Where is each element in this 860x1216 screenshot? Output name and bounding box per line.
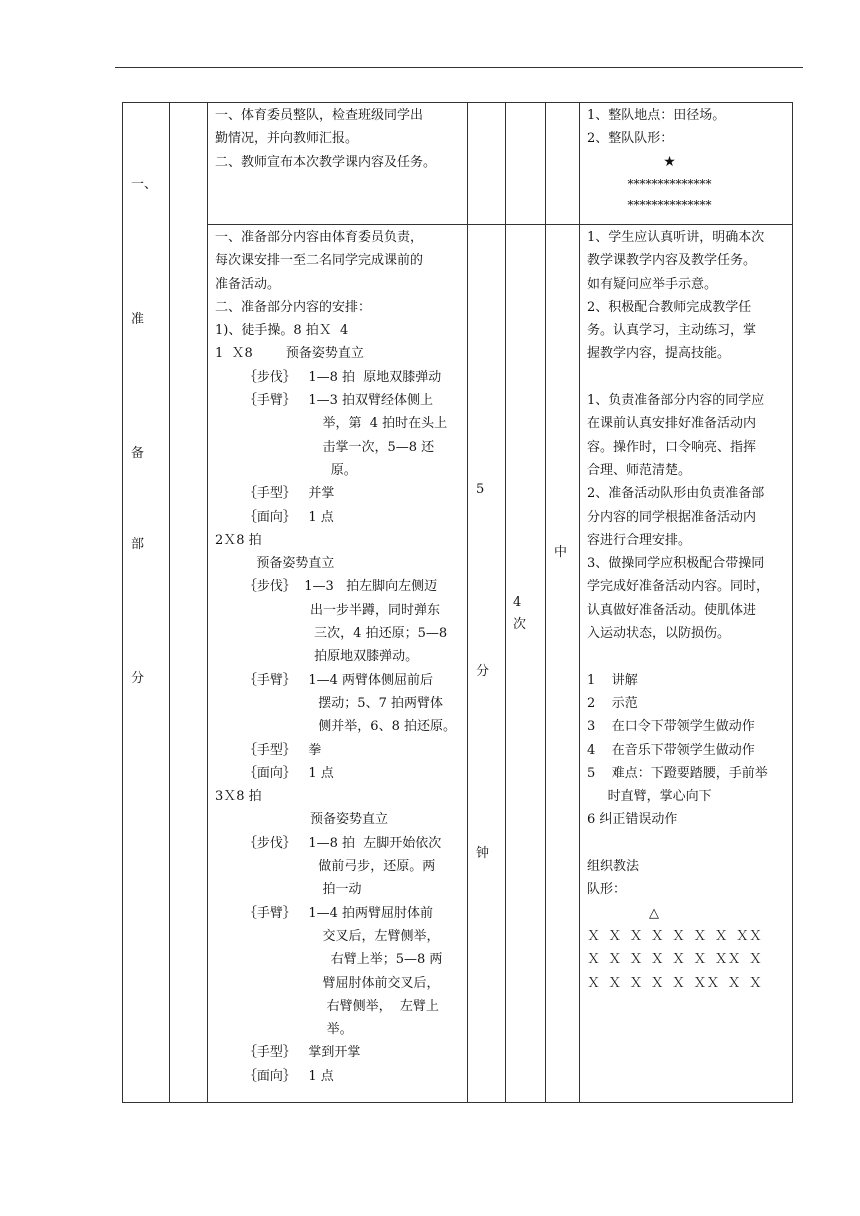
row2-org-line: 5 难点：下蹬要踏腰，手前举 — [587, 765, 768, 781]
row2-content-line: 击掌一次，5—8 还 — [215, 439, 435, 455]
row2-org-line: 教学课教学内容及教学任务。 — [587, 253, 757, 269]
row2-content-line: 1)、徒手操。8 拍Ｘ 4 — [215, 323, 349, 339]
row2-org-line: 握教学内容，提高技能。 — [587, 346, 731, 362]
row2-content-line: 2Ｘ8 拍 — [215, 532, 262, 548]
row2-content-line: 预备姿势直立 — [215, 812, 389, 828]
row2-content-line: 出一步半蹲，同时弹东 — [215, 602, 441, 618]
row2-content-line: 举，第 4 拍时在头上 — [215, 416, 448, 432]
section-char-4: 部 — [131, 537, 145, 552]
row2-org-line: 1 讲解 — [587, 672, 638, 688]
header-rule — [115, 67, 803, 68]
row2-content-line: 摆动；5、7 拍两臂体 — [215, 695, 443, 711]
column-divider — [579, 103, 580, 1102]
row2-content-line: 预备姿势直立 — [215, 556, 335, 572]
row2-org-line — [587, 832, 792, 855]
row2-content — [215, 226, 467, 1088]
row2-org-line: 4 在音乐下带领学生做动作 — [587, 742, 755, 758]
row2-content-line: 1 Ｘ8 预备姿势直立 — [215, 346, 364, 362]
row2-content-line: ｛手型｝ 拳 — [215, 742, 322, 758]
row2-org-line: 时直臂，掌心向下 — [587, 789, 712, 805]
row2-org-line: 2、准备活动队形由负责准备部 — [587, 486, 765, 502]
section-char-2: 准 — [131, 312, 145, 327]
row2-content-line: 交叉后，左臂侧举， — [215, 928, 440, 944]
column-divider — [467, 103, 468, 1102]
row2-content-line: 原。 — [215, 462, 357, 478]
row2-content-line: ｛步伐｝ 1—3 拍左脚向左侧迈 — [215, 579, 438, 595]
row2-org-line: 队形： — [587, 882, 627, 898]
formation-row: ************** — [627, 197, 712, 212]
row2-org-line: 容。操作时，口令响亮、指挥 — [587, 439, 757, 455]
row1-content-line: 一、体育委员整队，检查班级同学出 — [215, 108, 424, 123]
row2-org-line: 2 示范 — [587, 695, 638, 711]
row1-org-line: 1、整队地点：田径场。 — [587, 108, 726, 123]
row2-org-line: 学完成好准备活动内容。同时， — [587, 579, 770, 595]
row2-org-line: Ｘ Ｘ Ｘ Ｘ Ｘ ＸＸ Ｘ Ｘ — [587, 975, 762, 991]
row2-content-line: ｛步伐｝ 1—8 拍 原地双膝弹动 — [215, 369, 442, 385]
row2-content-line: 拍一动 — [215, 882, 362, 898]
row1-org-line: 2、整队队形： — [587, 131, 674, 147]
time-unit-minute: 分 — [476, 664, 490, 679]
row2-content-line: ｛手型｝ 并掌 — [215, 486, 335, 502]
time-value: 5 — [476, 482, 485, 497]
row2-content-line: 一、准备部分内容由体育委员负责， — [215, 230, 424, 245]
row1-content-line: 勤情况，并向教师汇报。 — [215, 131, 359, 147]
row2-org-line: 3 在口令下带领学生做动作 — [587, 719, 755, 735]
row2-content-line: ｛步伐｝ 1—8 拍 左脚开始依次 — [215, 835, 442, 851]
row2-content-line: 右臂上举；5—8 两 — [215, 952, 443, 968]
time-unit-zhong: 钟 — [476, 846, 490, 861]
count-value: 4 — [513, 595, 522, 610]
row2-content-line: ｛手臂｝ 1—3 拍双臂经体侧上 — [215, 393, 433, 409]
row2-content-line: 准备活动。 — [215, 276, 281, 292]
row1-content — [215, 104, 467, 174]
row2-content-line: 拍原地双膝弹动。 — [215, 649, 419, 665]
row2-org-line: 如有疑问应举手示意。 — [587, 276, 718, 292]
row2-org-line: 认真做好准备活动。使肌体进 — [587, 602, 757, 618]
row1-organization — [587, 104, 792, 216]
column-divider — [545, 103, 546, 1102]
row2-content-line: 右臂侧举， 左臂上 — [215, 998, 439, 1014]
row2-org-line: Ｘ Ｘ Ｘ Ｘ Ｘ Ｘ Ｘ ＸＸ — [587, 928, 762, 944]
row2-content-line: 侧并举，6、8 拍还原。 — [215, 719, 456, 735]
row2-org-line: Ｘ Ｘ Ｘ Ｘ Ｘ Ｘ ＸＸ Ｘ — [587, 952, 762, 968]
row1-content-line: 二、教师宣布本次教学课内容及任务。 — [215, 154, 437, 170]
row2-org-line: 3、做操同学应积极配合带操同 — [587, 556, 765, 572]
row2-org-line: 入运动状态，以防损伤。 — [587, 626, 731, 642]
section-char-1: 一、 — [131, 177, 158, 192]
formation-row: ************** — [627, 176, 712, 191]
column-divider — [207, 103, 208, 1102]
row2-org-line: 容进行合理安排。 — [587, 532, 692, 548]
row2-content-line: 三次，4 拍还原；5—8 — [215, 626, 448, 642]
row2-org-line: 合理、师范清楚。 — [587, 462, 692, 478]
row2-content-line: 3Ｘ8 拍 — [215, 789, 262, 805]
row2-content-line: 每次课安排一至二名同学完成课前的 — [215, 253, 424, 269]
teacher-star-icon: ★ — [663, 153, 676, 170]
row-divider — [207, 224, 792, 225]
row2-content-line: ｛面向｝ 1 点 — [215, 765, 334, 781]
column-divider — [169, 103, 170, 1102]
intensity-value: 中 — [554, 545, 568, 560]
row2-content-line: ｛手型｝ 掌到开掌 — [215, 1045, 361, 1061]
section-char-5: 分 — [131, 671, 145, 686]
row2-content-line: 臂屈肘体前交叉后， — [215, 975, 440, 991]
formation-diagram — [587, 151, 752, 216]
row2-org-line: 6 纠正错误动作 — [587, 812, 678, 828]
row2-org-line — [587, 366, 792, 389]
row2-content-line: ｛手臂｝ 1—4 两臂体侧屈前后 — [215, 672, 433, 688]
row2-content-line: ｛手臂｝ 1—4 拍两臂屈肘体前 — [215, 905, 433, 921]
count-unit: 次 — [513, 617, 527, 632]
row2-org-line — [587, 645, 792, 668]
row2-content-line: 二、准备部分内容的安排： — [215, 299, 372, 315]
row2-content-line: 举。 — [215, 1022, 353, 1038]
row2-org-line: 1、学生应认真听讲，明确本次 — [587, 230, 765, 245]
row2-content-line: ｛面向｝ 1 点 — [215, 509, 334, 525]
row2-content-line: 做前弓步，还原。两 — [215, 859, 436, 875]
row2-org-line: 2、积极配合教师完成教学任 — [587, 299, 752, 315]
column-divider — [505, 103, 506, 1102]
row2-org-line: 在课前认真安排好准备活动内 — [587, 416, 757, 432]
row2-org-line: 1、负责准备部分内容的同学应 — [587, 393, 765, 409]
row2-org-line: 分内容的同学根据准备活动内 — [587, 509, 757, 525]
row2-org-line: 组织教法 — [587, 859, 640, 875]
row2-organization — [587, 226, 792, 995]
row2-org-line: △ — [587, 905, 659, 921]
row2-org-line: 务。认真学习，主动练习，掌 — [587, 323, 757, 339]
row2-content-line: ｛面向｝ 1 点 — [215, 1068, 334, 1084]
section-char-3: 备 — [131, 446, 145, 461]
